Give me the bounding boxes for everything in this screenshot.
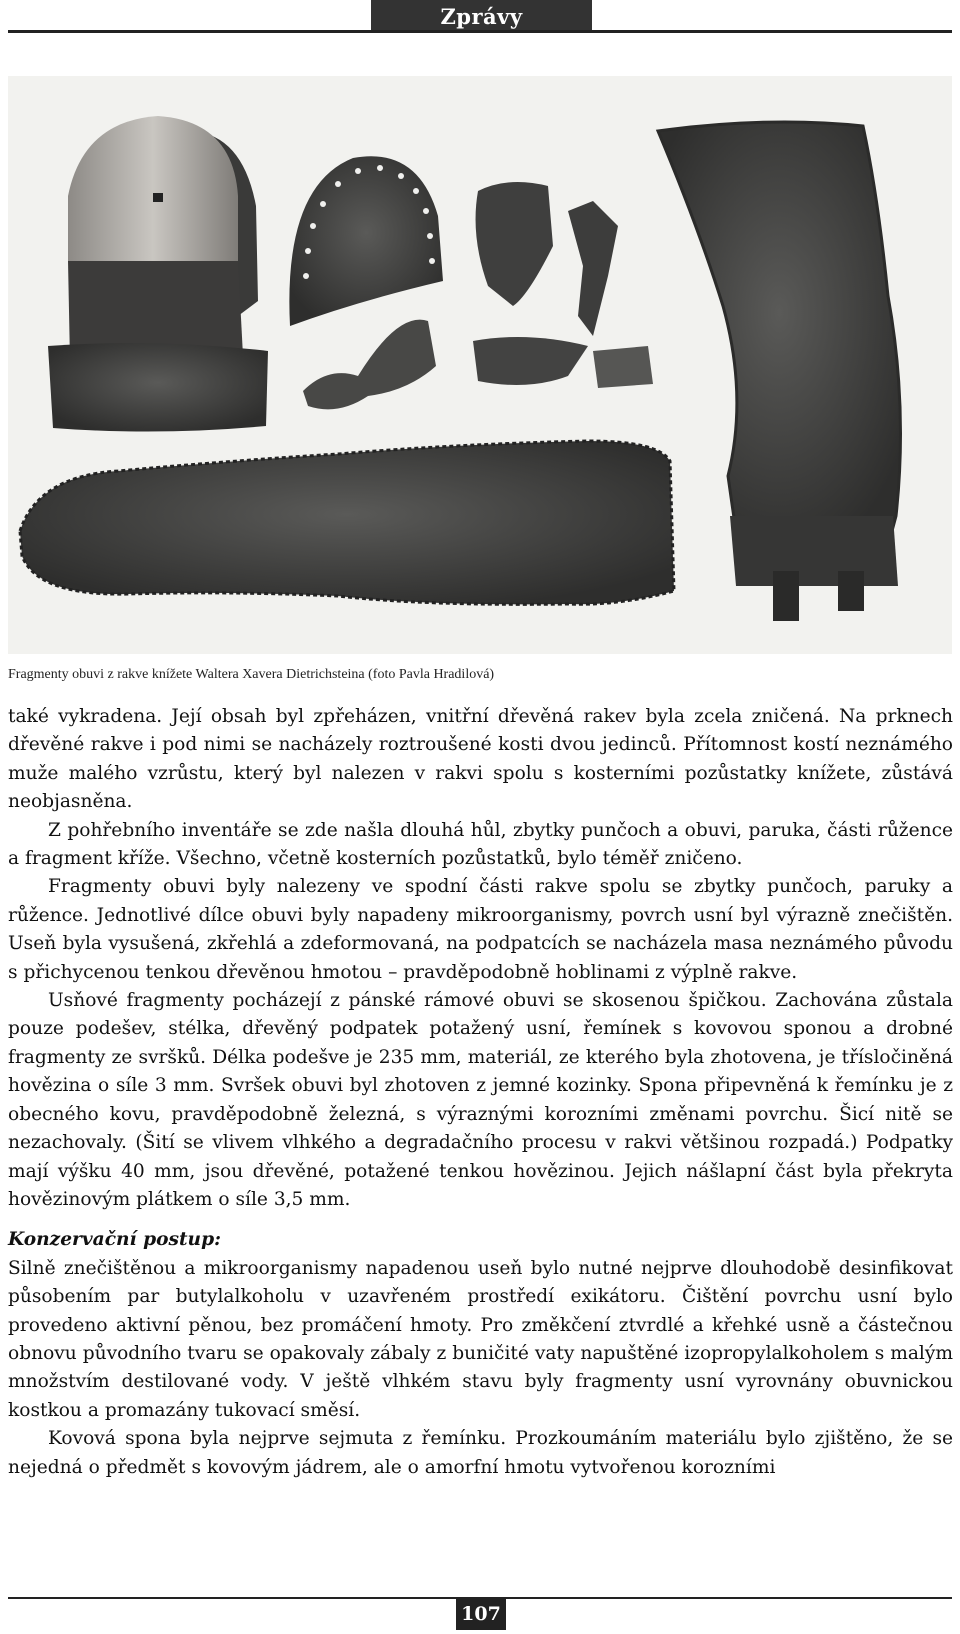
paragraph: také vykradena. Její obsah byl zpřeházen, vnitřní dřevěná rakev byla zcela zničená. Na prknech dřevěné rakve i pod nimi se nacházely roztroušené kosti dvou jedinců. Přítomnost kostí neznámého muže malého vzrůstu, který byl nalezen v rakvi spolu s kosterními pozůstatky knížete, zůstává neobjasněna. [8, 706, 953, 813]
paragraph: Fragmenty obuvi byly nalezeny ve spodní části rakve spolu se zbytky punčoch, paruky a růžence. Jednotlivé dílce obuvi byly napadeny mikroorganismy, povrch usní byl výrazně znečištěn. Useň byla vysušená, zkřehlá a zdeformovaná, na podpatcích se nacházela masa neznámého původu s přichycenou tenkou dřevěnou hmotou – pravděpodobně hoblinami z výplně rakve. [8, 876, 953, 983]
paragraph: Usňové fragmenty pocházejí z pánské rámové obuvi se skosenou špičkou. Zachována zůstala pouze podešev, stélka, dřevěný podpatek potažený usní, řemínek s kovovou sponou a drobné fragmenty ze svršků. Délka podešve je 235 mm, materiál, ze kterého byla zhotovena, je třísločiněná hovězina o síle 3 mm. Svršek obuvi byl zhotoven z jemné kozinky. Spona připevněná k řemínku je z obecného kovu, pravděpodobně železná, s výraznými korozními změnami povrchu. Šicí nitě se nezachovaly. (Šití se vlivem vlhkého a degradačního procesu v rakvi většinou rozpadá.) Podpatky mají výšku 40 mm, jsou dřevěné, potažené tenkou hovězinou. Jejich nášlapní část byla překryta hovězinovým plátkem o síle 3,5 mm. [8, 990, 953, 1210]
figure-caption: Fragmenty obuvi z rakve knížete Waltera Xavera Dietrichsteina (foto Pavla Hradilová) [8, 667, 495, 682]
leather-strip [48, 343, 268, 432]
section-heading: Konzervační postup: [8, 1229, 221, 1251]
leather-scrap-5 [593, 346, 653, 388]
shoe-fragments-photo [8, 76, 952, 654]
paragraph: Kovová spona byla nejprve sejmuta z řemínku. Prozkoumáním materiálu bylo zjištěno, že se nejedná o předmět s kovovým jádrem, ale o amorfní hmotu vytvořenou korozními [8, 1428, 953, 1478]
page-number: 107 [456, 1597, 506, 1630]
paragraph: Silně znečištěnou a mikroorganismy napadenou useň bylo nutné nejprve dlouhodobě desinfikovat působením par butylalkoholu v uzavřeném prostředí exikátoru. Čištění povrchu usní bylo provedeno aktivní pěnou, bez promáčení hmoty. Pro změkčení ztvrdlé a křehké usně a částečnou obnovu původního tvaru se opakovaly zábaly z buničité vaty napuštěné izopropylalkoholem s malým množstvím destilované vody. V ještě vlhkém stavu byly fragmenty usní vyrovnány obuvnickou kostkou a promazány tukovací směsí. [8, 1257, 953, 1421]
paragraph: Z pohřebního inventáře se zde našla dlouhá hůl, zbytky punčoch a obuvi, paruka, části růžence a fragment kříže. Všechno, včetně kosterních pozůstatků, bylo téměř zničeno. [8, 819, 953, 870]
wooden-heel [68, 116, 258, 367]
article-body [8, 703, 953, 1482]
header-rule [8, 30, 952, 33]
section-header: Zprávy [371, 0, 592, 33]
